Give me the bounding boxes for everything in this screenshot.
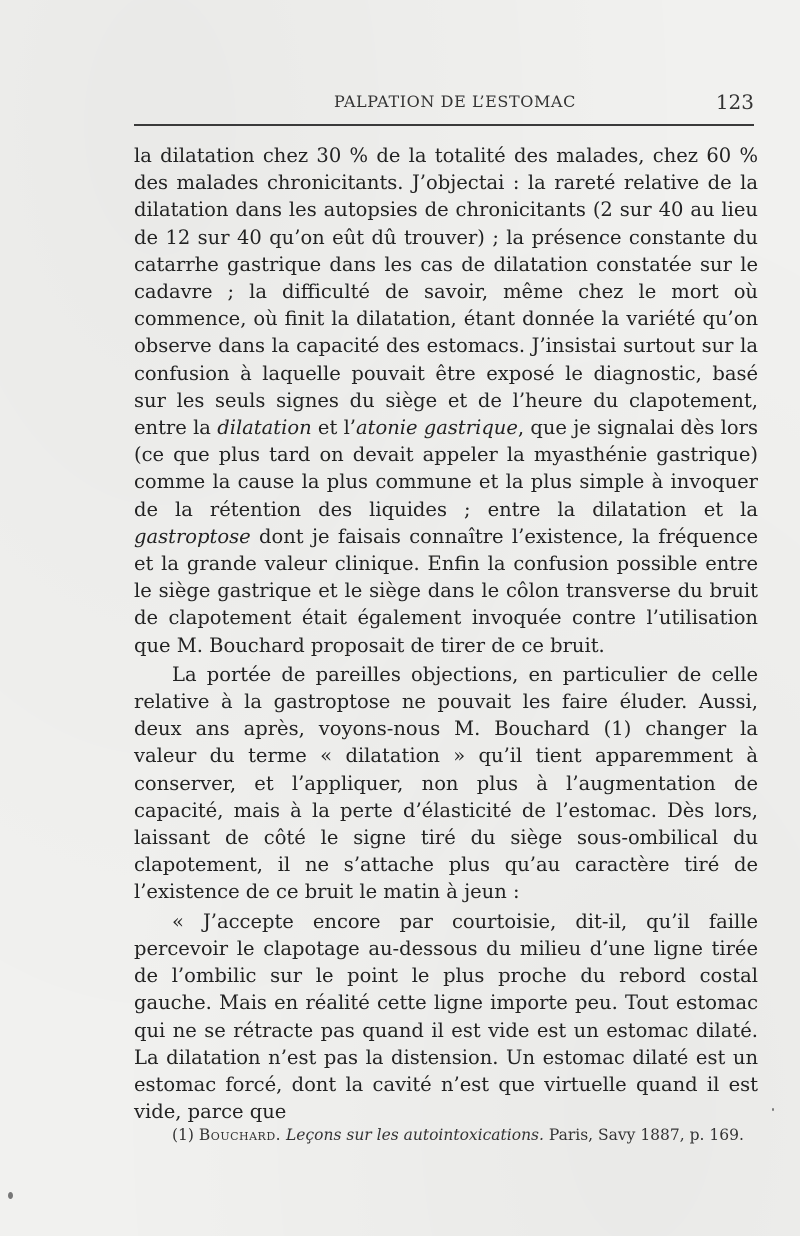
text-run: et l’ xyxy=(311,416,356,440)
text-run: La portée de pareilles objections, en particulier de celle relative à la gastroptose ne pouvait les faire éluder. Aussi, deux ans après, voyons-nous M. Bouchard (1) changer la valeur du terme « dilatation » qu’il tient apparemment à conserver, et l’appliquer, non plus à l’augmentation de capacité, mais à la perte d’élasticité de l’estomac. Dès lors, laissant de côté le signe tiré du siège sous-ombilical du clapotement, il ne s’attache plus qu’au caractère tiré de l’existence de ce bruit le matin à jeun : xyxy=(134,662,758,904)
page-number: 123 xyxy=(715,90,754,114)
header-rule xyxy=(134,124,754,126)
print-speck xyxy=(772,1108,774,1111)
paragraph xyxy=(134,661,758,906)
footnote-rest: Paris, Savy 1887, p. 169. xyxy=(543,1126,744,1144)
italic-term: gastroptose xyxy=(134,524,251,548)
footnote-title: Leçons sur les autointoxications. xyxy=(286,1126,544,1144)
italic-term: dilatation xyxy=(217,416,312,440)
footnote-author: Bouchard. xyxy=(198,1126,282,1144)
page-header xyxy=(134,92,754,122)
body-text xyxy=(134,142,758,1127)
text-run: , que je signalai dès lors (ce que plus tard on devait appeler la myasthénie gastrique) comme la cause la plus commune et la plus simple à invoquer de la rétention des liquides ; entre la dilatation et la xyxy=(134,416,758,521)
running-title: PALPATION DE L’ESTOMAC xyxy=(334,92,576,111)
text-run: dont je faisais connaître l’existence, la fréquence et la grande valeur clinique. Enfin la confusion possible entre le siège gastrique et le siège dans le côlon transverse du bruit de clapotement était également invoquée contre l’utilisation que M. Bouchard proposait de tirer de ce bruit. xyxy=(134,524,758,657)
italic-term: atonie gastrique xyxy=(356,416,518,440)
print-speck xyxy=(8,1192,13,1199)
text-run: « J’accepte encore par courtoisie, dit-il, qu’il faille percevoir le clapotage au-dessous du milieu d’une ligne tirée de l’ombilic sur le point le plus proche du rebord costal gauche. Mais en réalité cette ligne importe peu. Tout estomac qui ne se rétracte pas quand il est vide est un estomac dilaté. La dilatation n’est pas la distension. Un estomac dilaté est un estomac forcé, dont la cavité n’est que virtuelle quand il est vide, parce que xyxy=(134,909,758,1124)
text-run: la dilatation chez 30 % de la totalité des malades, chez 60 % des malades chronicitants. J’objectai : la rareté relative de la dilatation dans les autopsies de chronicitants (2 sur 40 au lieu de 12 sur 40 qu’on eût dû trouver) ; la présence constante du catarrhe gastrique dans les cas de dilatation constatée sur le cadavre ; la difficulté de savoir, même chez le mort où commence, où finit la dilatation, étant donnée la variété qu’on observe dans la capacité des estomacs. J’insistai surtout sur la confusion à laquelle pouvait être exposé le diagnostic, basé sur les seuls signes du siège et de l’heure du clapotement, entre la xyxy=(134,144,758,440)
paragraph xyxy=(134,908,758,1126)
paragraph xyxy=(134,142,758,659)
footnote xyxy=(134,1126,758,1145)
footnote-marker: (1) xyxy=(172,1126,194,1144)
